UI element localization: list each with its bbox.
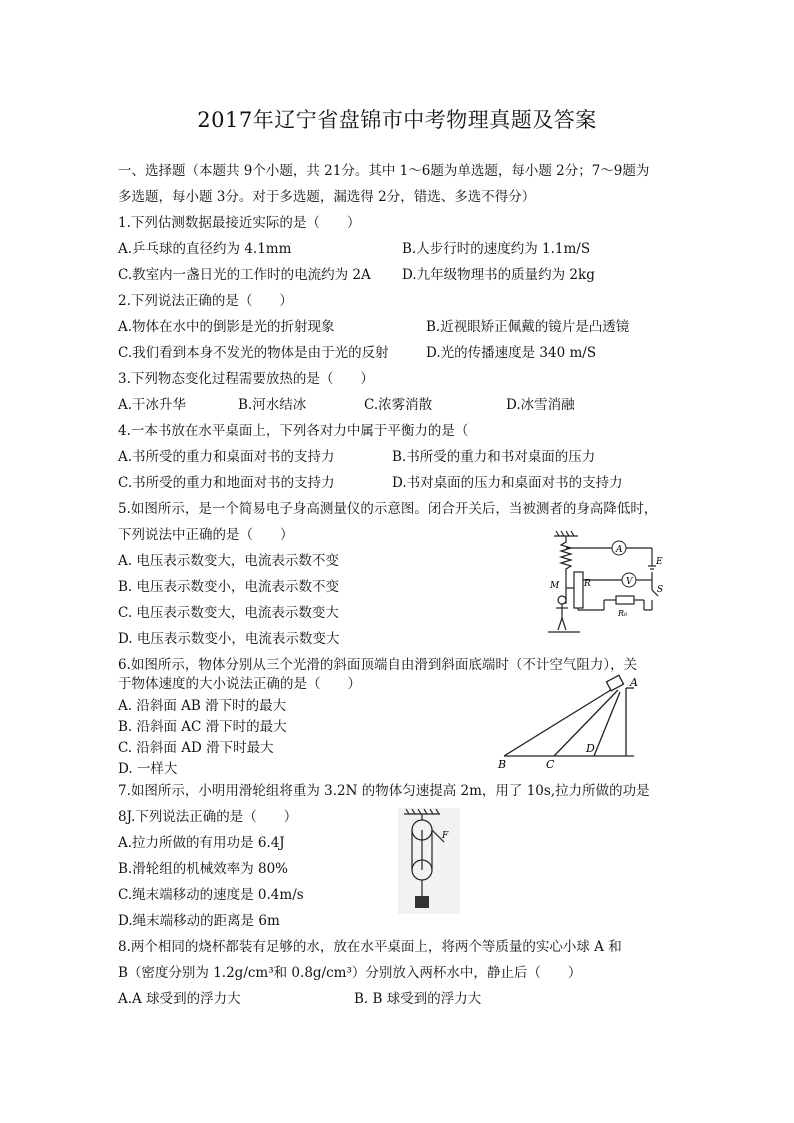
question-1-option-a: A.乒乓球的直径约为 4.1mm (118, 241, 292, 257)
question-8-stem-cont: B（密度分别为 1.2g/cm³和 0.8g/cm³）分别放入两杯水中，静止后（ ） (118, 965, 582, 981)
question-7-option-d: D.绳末端移动的距离是 6m (118, 913, 280, 929)
battery-label: E (656, 557, 663, 567)
question-4-option-c: C.书所受的重力和地面对书的支持力 (118, 475, 335, 491)
question-5-stem-cont: 下列说法中正确的是（ ） (118, 527, 294, 543)
question-3-option-a: A.干冰升华 (118, 397, 187, 413)
question-3-stem: 3.下列物态变化过程需要放热的是（ ） (118, 371, 374, 387)
question-2-option-d: D.光的传播速度是 340 m/S (426, 345, 597, 361)
question-7-option-b: B.滑轮组的机械效率为 80% (118, 861, 289, 877)
question-3-option-b: B.河水结冰 (238, 397, 307, 413)
question-3-option-d: D.冰雪消融 (506, 397, 575, 413)
page-title: 2017年辽宁省盘锦市中考物理真题及答案 (197, 108, 597, 132)
question-5-option-c: C. 电压表示数变大，电流表示数变大 (118, 605, 339, 621)
question-7-option-c: C.绳末端移动的速度是 0.4m/s (118, 887, 304, 903)
inclined-planes-figure (496, 672, 646, 770)
switch-label: S (657, 585, 664, 595)
question-7-stem: 7.如图所示，小明用滑轮组将重为 3.2N 的物体匀速提高 2m，用了 10s,拉力所做的功是 (118, 783, 650, 799)
question-5-option-b: B. 电压表示数变小，电流表示数不变 (118, 579, 340, 595)
slider-label: M (550, 581, 560, 591)
question-5-stem: 5.如图所示，是一个简易电子身高测量仪的示意图。闭合开关后，当被测者的身高降低时， (118, 501, 658, 517)
question-8-stem: 8.两个相同的烧杯都装有足够的水，放在水平桌面上，将两个等质量的实心小球 A 和 (118, 939, 622, 955)
question-6-option-c: C. 沿斜面 AD 滑下时最大 (118, 740, 274, 756)
question-7-option-a: A.拉力所做的有用功是 6.4J (118, 835, 285, 851)
pulley-system-figure (398, 808, 460, 914)
weight-block (415, 896, 429, 908)
question-1-stem: 1.下列估测数据最接近实际的是（ ） (118, 215, 361, 231)
question-3-option-c: C.浓雾消散 (364, 397, 433, 413)
point-a-label: A (630, 676, 638, 689)
question-2-option-c: C.我们看到本身不发光的物体是由于光的反射 (118, 345, 389, 361)
question-4-stem: 4.一本书放在水平桌面上，下列各对力中属于平衡力的是（ (118, 423, 469, 439)
question-2-option-b: B.近视眼矫正佩戴的镜片是凸透镜 (426, 319, 630, 335)
rheostat-label: R (584, 579, 591, 589)
question-2-stem: 2.下列说法正确的是（ ） (118, 293, 293, 309)
height-meter-circuit-figure (536, 530, 666, 636)
question-6-option-b: B. 沿斜面 AC 滑下时的最大 (118, 719, 287, 735)
question-8-option-b: B. B 球受到的浮力大 (354, 991, 482, 1007)
question-6-option-d: D. 一样大 (118, 761, 178, 777)
question-6-stem-cont: 于物体速度的大小说法正确的是（ ） (118, 676, 361, 692)
question-5-option-d: D. 电压表示数变小，电流表示数变大 (118, 631, 340, 647)
question-6-stem: 6.如图所示，物体分别从三个光滑的斜面顶端自由滑到斜面底端时（不计空气阻力），关 (118, 657, 638, 673)
ammeter-label: A (616, 545, 623, 555)
force-f-label: F (442, 831, 449, 841)
voltmeter-label: V (626, 577, 633, 587)
question-1-option-c: C.教室内一盏日光的工作时的电流约为 2A (118, 267, 371, 283)
question-6-option-a: A. 沿斜面 AB 滑下时的最大 (118, 698, 287, 714)
question-7-stem-cont: 8J.下列说法正确的是（ ） (118, 809, 298, 825)
point-c-label: C (546, 758, 555, 770)
section-heading-cont: 多选题，每小题 3分。对于多选题，漏选得 2分，错选、多选不得分） (118, 189, 536, 205)
resistor-r0-label: R₀ (618, 609, 628, 618)
question-1-option-b: B.人步行时的速度约为 1.1m/S (402, 241, 591, 257)
question-4-option-b: B.书所受的重力和书对桌面的压力 (392, 449, 596, 465)
point-d-label: D (586, 742, 595, 755)
question-8-option-a: A.A 球受到的浮力大 (118, 991, 241, 1007)
question-1-option-d: D.九年级物理书的质量约为 2kg (402, 267, 595, 283)
question-4-option-d: D.书对桌面的压力和桌面对书的支持力 (392, 475, 623, 491)
point-b-label: B (498, 758, 507, 770)
question-5-option-a: A. 电压表示数变大，电流表示数不变 (118, 553, 339, 569)
question-4-option-a: A.书所受的重力和桌面对书的支持力 (118, 449, 335, 465)
sliding-block (606, 675, 623, 690)
section-heading: 一、选择题（本题共 9个小题，共 21分。其中 1～6题为单选题，每小题 2分；7～9题为 (118, 163, 650, 179)
question-2-option-a: A.物体在水中的倒影是光的折射现象 (118, 319, 335, 335)
